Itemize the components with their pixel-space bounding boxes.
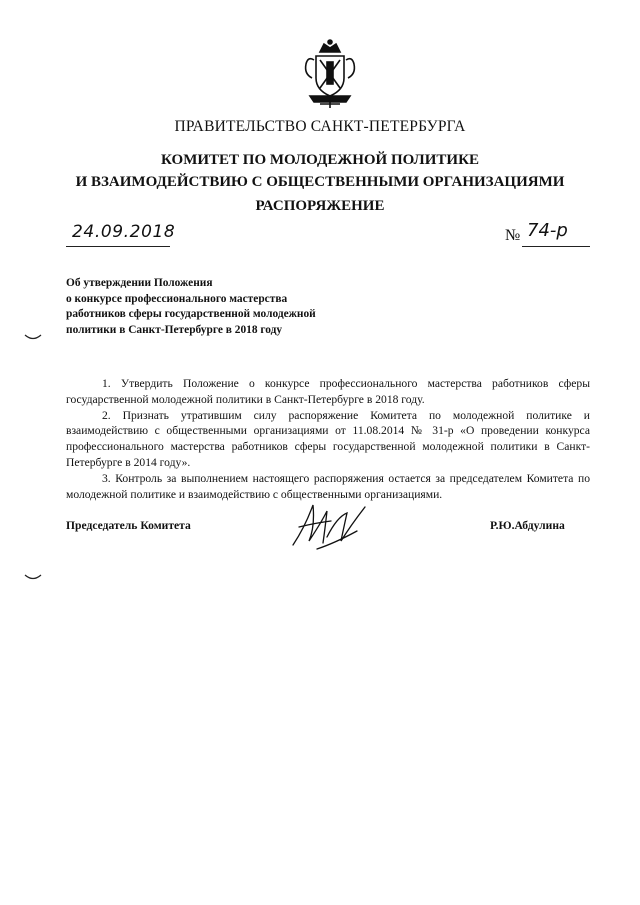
subject-line: работников сферы государственной молодежной <box>66 308 316 320</box>
subject-line: Об утверждении Положения <box>66 277 213 289</box>
committee-name-line-1: КОМИТЕТ ПО МОЛОДЕЖНОЙ ПОЛИТИКЕ <box>161 152 479 168</box>
committee-name-line-2: И ВЗАИМОДЕЙСТВИЮ С ОБЩЕСТВЕННЫМИ ОРГАНИЗАЦИЯМИ <box>75 174 565 190</box>
handwritten-signature-icon <box>287 497 371 553</box>
document-body <box>66 376 590 502</box>
coat-of-arms-icon <box>300 38 360 110</box>
margin-check-mark-icon <box>24 333 42 341</box>
signatory-title: Председатель Комитета <box>66 519 191 532</box>
document-subject <box>66 276 386 338</box>
committee-name <box>0 149 640 193</box>
document-type: РАСПОРЯЖЕНИЕ <box>255 198 385 214</box>
margin-check-mark-icon <box>24 573 42 581</box>
number-sign: № <box>505 227 521 244</box>
body-paragraph: 2. Признать утратившим силу распоряжение Комитета по молодежной политике и взаимодействию с общественными организациями от 11.08.2014 № 31-р «О проведении конкурса профессионального мастерства работников сферы государственной молодежной политики в Санкт-Петербурге в 2014 году». <box>66 408 590 469</box>
document-number: 74-р <box>527 220 568 241</box>
number-underline <box>522 246 590 247</box>
body-paragraph: 3. Контроль за выполнением настоящего распоряжения остается за председателем Комитета по молодежной политике и взаимодействию с общественными организациями. <box>66 471 590 501</box>
subject-line: политики в Санкт-Петербурге в 2018 году <box>66 323 283 336</box>
signatory-name: Р.Ю.Абдулина <box>490 519 565 532</box>
date-underline <box>66 246 170 247</box>
body-paragraph: 1. Утвердить Положение о конкурсе профессионального мастерства работников сферы государственной молодежной политики в Санкт-Петербурге в 2018 году. <box>66 377 590 406</box>
document-date: 24.09.2018 <box>72 222 176 242</box>
subject-line: о конкурсе профессионального мастерства <box>66 292 288 305</box>
government-title: ПРАВИТЕЛЬСТВО САНКТ-ПЕТЕРБУРГА <box>174 118 466 135</box>
